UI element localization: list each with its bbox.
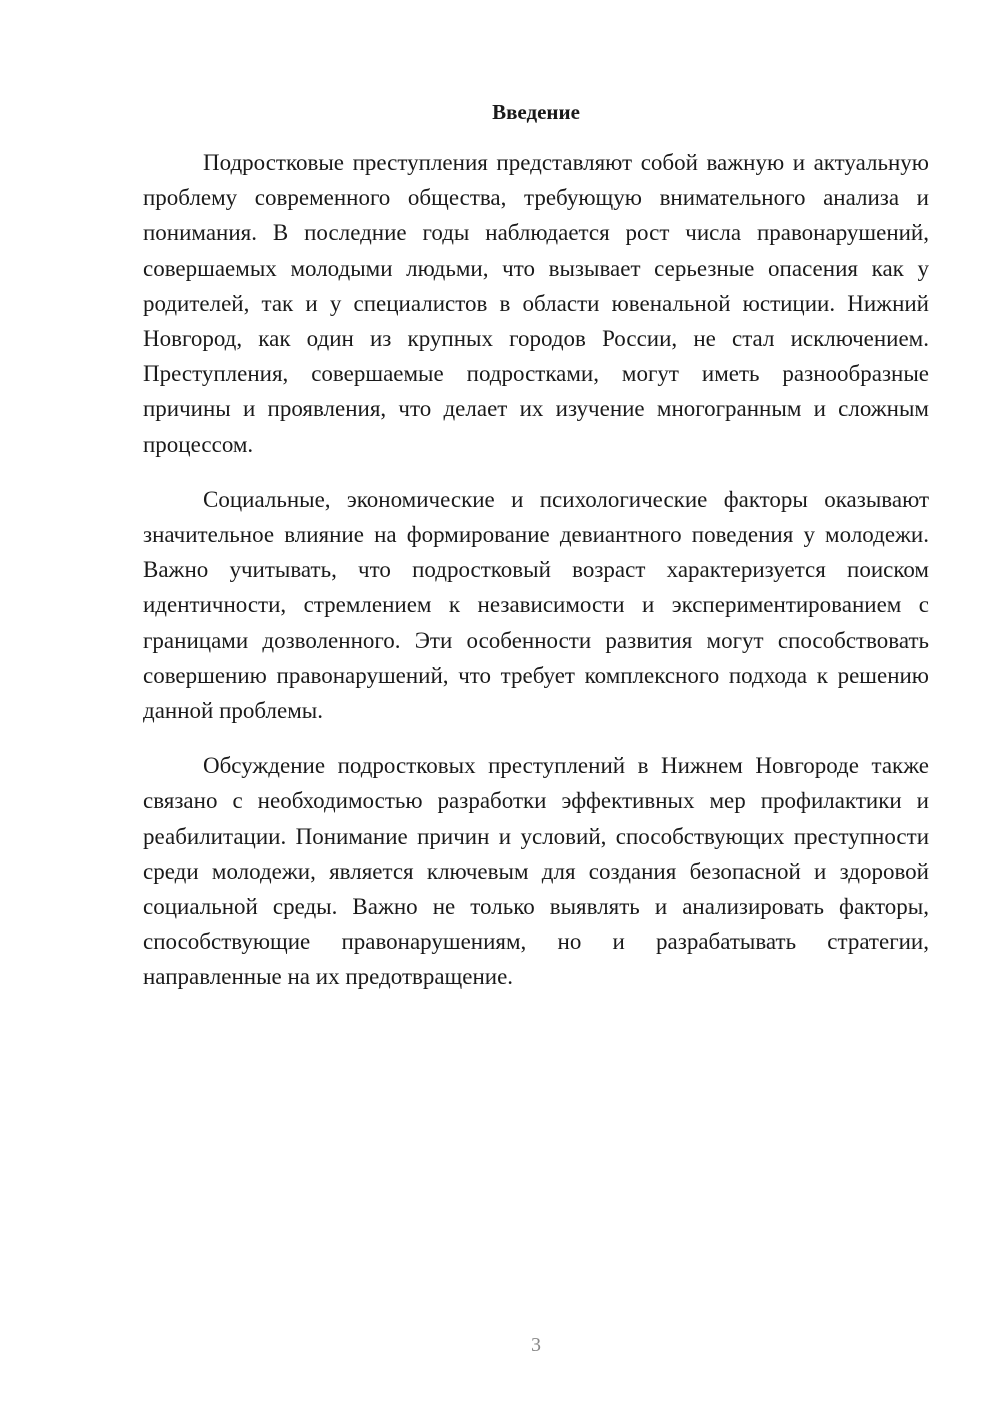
paragraph-3: Обсуждение подростковых преступлений в Нижнем Новгороде также связано с необходимостью разработки эффективных мер профилактики и реабилитации. Понимание причин и условий, способствующих преступности среди молодежи, является ключевым для создания безопасной и здоровой социальной среды. Важно не только выявлять и анализировать факторы, способствующие правонарушениям, но и разрабатывать стратегии, направленные на их предотвращение.: [143, 753, 929, 990]
section-title: Введение: [492, 100, 580, 124]
page-number: 3: [531, 1334, 541, 1356]
paragraph-2: Социальные, экономические и психологические факторы оказывают значительное влияние на формирование девиантного поведения у молодежи. Важно учитывать, что подростковый возраст характеризуется поиском идентичности, стремлением к независимости и экспериментированием с границами дозволенного. Эти особенности развития могут способствовать совершению правонарушений, что требует комплексного подхода к решению данной проблемы.: [143, 486, 929, 724]
paragraph-1: Подростковые преступления представляют собой важную и актуальную проблему современного общества, требующую внимательного анализа и понимания. В последние годы наблюдается рост числа правонарушений, совершаемых молодыми людьми, что вызывает серьезные опасения как у родителей, так и у специалистов в области ювенальной юстиции. Нижний Новгород, как один из крупных городов России, не стал исключением. Преступления, совершаемые подростками, могут иметь разнообразные причины и проявления, что делает их изучение многогранным и сложным процессом.: [143, 150, 929, 457]
body-text: [143, 145, 929, 1015]
